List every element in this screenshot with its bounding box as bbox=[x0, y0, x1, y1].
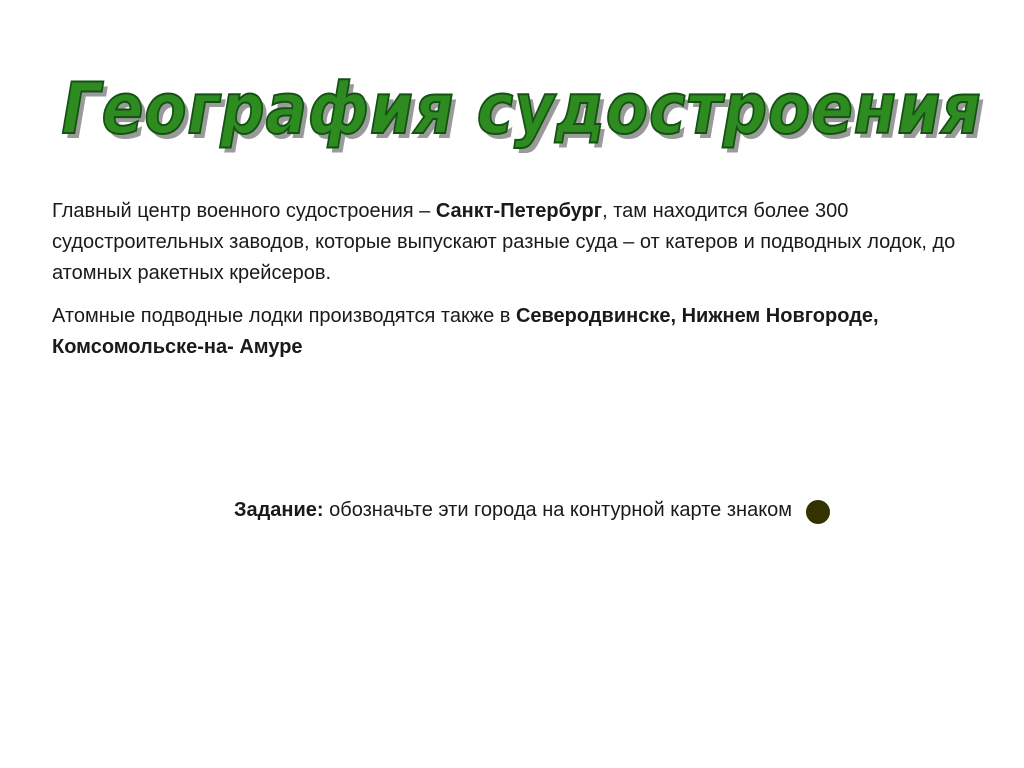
paragraph-2-text: Атомные подводные лодки производятся также в bbox=[52, 305, 516, 327]
paragraph-1-text: Главный центр военного судостроения – bbox=[52, 200, 436, 222]
task-content bbox=[234, 494, 830, 526]
paragraph-submarine-cities bbox=[52, 301, 982, 363]
paragraph-main-center bbox=[52, 196, 982, 289]
slide-title: География судостроения bbox=[61, 68, 982, 150]
task-line bbox=[0, 494, 1024, 526]
task-label: Задание: bbox=[233, 499, 324, 521]
slide-body bbox=[52, 196, 982, 375]
task-text: обозначьте эти города на контурной карте знаком bbox=[323, 499, 793, 521]
city-list: Северодвинске, Нижнем Новгороде, Комсомольске-на- Амуре bbox=[52, 305, 879, 358]
filled-circle-icon bbox=[806, 500, 830, 524]
paragraph-1-text-cont: , там находится более 300 судостроительных заводов, которые выпускают разные суда – от катеров и подводных лодок, до атомных ракетных крейсеров. bbox=[52, 200, 956, 284]
city-saint-petersburg: Санкт-Петербург bbox=[435, 200, 603, 222]
